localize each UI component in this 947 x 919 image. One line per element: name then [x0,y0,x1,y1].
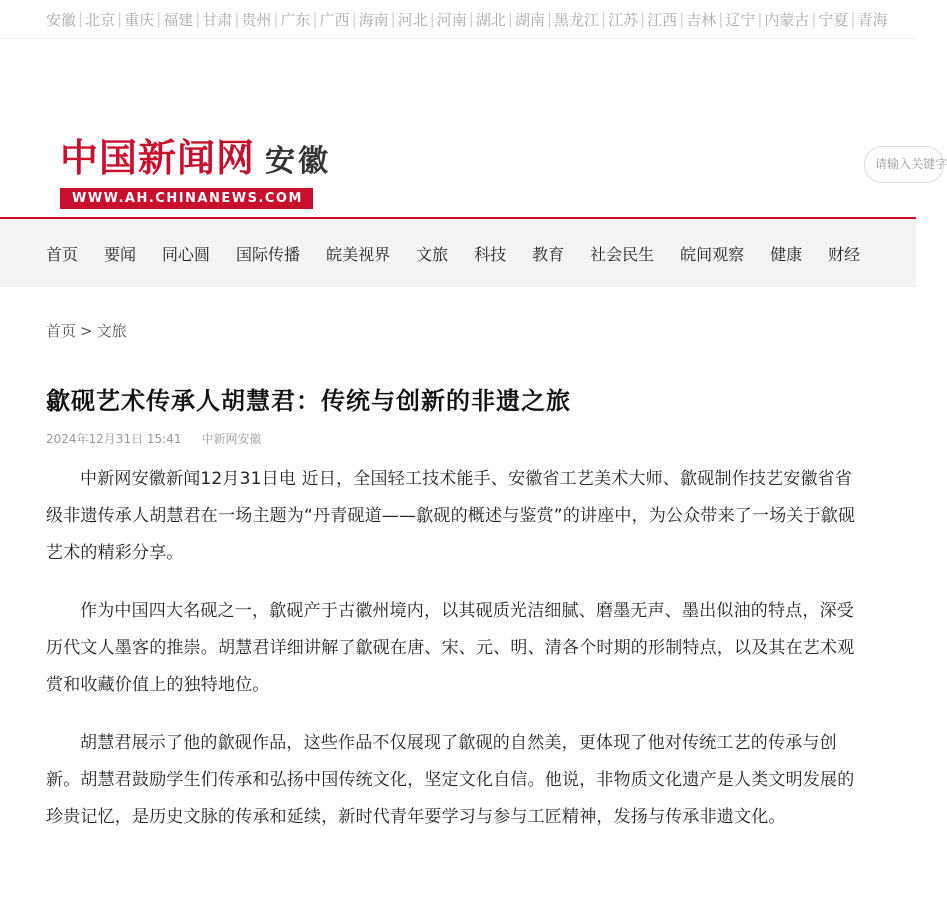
region-separator: | [850,10,856,28]
region-separator: | [507,10,513,28]
region-separator: | [78,10,84,28]
region-link[interactable]: 宁夏 [818,10,849,29]
nav-item[interactable]: 社会民生 [590,244,655,264]
region-link[interactable]: 贵州 [241,10,272,29]
region-separator: | [546,10,553,28]
region-link[interactable]: 广东 [280,10,311,29]
nav-item[interactable]: 科技 [474,244,507,264]
region-separator: | [601,10,607,28]
breadcrumb-current[interactable]: 文旅 [96,322,127,340]
region-separator: | [679,10,685,28]
main-nav [0,219,916,287]
nav-item[interactable]: 国际传播 [236,244,301,264]
region-separator: | [312,10,318,28]
article-body [46,461,868,836]
region-link[interactable]: 黑龙江 [554,10,600,29]
region-link[interactable]: 甘肃 [202,10,233,29]
region-separator: | [117,10,123,28]
region-link[interactable]: 北京 [85,10,116,29]
region-separator: | [718,10,724,28]
region-link[interactable]: 湖北 [475,10,506,29]
region-link[interactable]: 福建 [163,10,194,29]
region-link[interactable]: 辽宁 [725,10,756,29]
nav-item[interactable]: 健康 [770,244,803,264]
nav-item[interactable]: 首页 [46,244,79,264]
breadcrumb [46,320,868,341]
region-link[interactable]: 青海 [857,10,888,29]
logo-chinanews: 中国新闻网 [60,135,256,180]
article-paragraph: 中新网安徽新闻12月31日电 近日，全国轻工技术能手、安徽省工艺美术大师、歙砚制作技艺安徽省省级非遗传承人胡慧君在一场主题为“丹青砚道——歙砚的概述与鉴赏”的讲座中，为公众带来了一场关于歙砚艺术的精彩分享。 [46,469,856,563]
article-title: 歙砚艺术传承人胡慧君：传统与创新的非遗之旅 [46,387,571,415]
region-link[interactable]: 重庆 [124,10,155,29]
site-header [0,39,947,219]
region-separator: | [468,10,474,28]
region-separator: | [757,10,763,28]
search-input[interactable]: 请输入关键字 [864,146,944,183]
region-link[interactable]: 湖南 [514,10,545,29]
logo-url: WWW.AH.CHINANEWS.COM [60,188,313,209]
region-separator: | [640,10,646,28]
region-separator: | [811,10,817,28]
region-separator: | [429,10,435,28]
logo-main [60,127,331,182]
logo-region: 安徽 [265,144,332,179]
region-link[interactable]: 江西 [647,10,678,29]
nav-item[interactable]: 文旅 [416,244,449,264]
breadcrumb-separator: > [80,322,93,340]
breadcrumb-home[interactable]: 首页 [46,322,77,340]
site-logo[interactable] [60,127,331,209]
article-date: 2024年12月31日 15:41 [46,432,182,446]
region-separator: | [273,10,279,28]
region-link[interactable]: 广西 [319,10,350,29]
nav-item[interactable]: 要闻 [104,244,137,264]
region-separator: | [234,10,240,28]
article-paragraph: 胡慧君展示了他的歙砚作品，这些作品不仅展现了歙砚的自然美，更体现了他对传统工艺的传承与创新。胡慧君鼓励学生们传承和弘扬中国传统文化，坚定文化自信。他说，非物质文化遗产是人类文明发展的珍贵记忆，是历史文脉的传承和延续，新时代青年要学习与参与工匠精神，发扬与传承非遗文化。 [46,733,855,827]
article-source[interactable]: 中新网安徽 [201,432,262,446]
region-link[interactable]: 内蒙古 [764,10,810,29]
nav-item[interactable]: 皖美视界 [326,244,391,264]
article-paragraph: 作为中国四大名砚之一，歙砚产于古徽州境内，以其砚质光洁细腻、磨墨无声、墨出似油的特点，深受历代文人墨客的推崇。胡慧君详细讲解了歙砚在唐、宋、元、明、清各个时期的形制特点，以及其在艺术观赏和收藏价值上的独特地位。 [46,601,855,695]
nav-item[interactable]: 同心圆 [162,244,211,264]
region-link[interactable]: 江苏 [608,10,639,29]
region-separator: | [156,10,162,28]
region-bar [0,0,916,39]
region-separator: | [351,10,357,28]
region-separator: | [390,10,396,28]
nav-item[interactable]: 教育 [532,244,565,264]
nav-item[interactable]: 皖间观察 [680,244,745,264]
region-link[interactable]: 河南 [436,10,467,29]
nav-item[interactable]: 财经 [828,244,861,264]
main-content [0,320,916,836]
region-link[interactable]: 吉林 [686,10,717,29]
region-link[interactable]: 安徽 [46,10,77,29]
region-link[interactable]: 海南 [358,10,389,29]
region-link[interactable]: 河北 [397,10,428,29]
region-separator: | [195,10,201,28]
article-meta [46,430,868,447]
